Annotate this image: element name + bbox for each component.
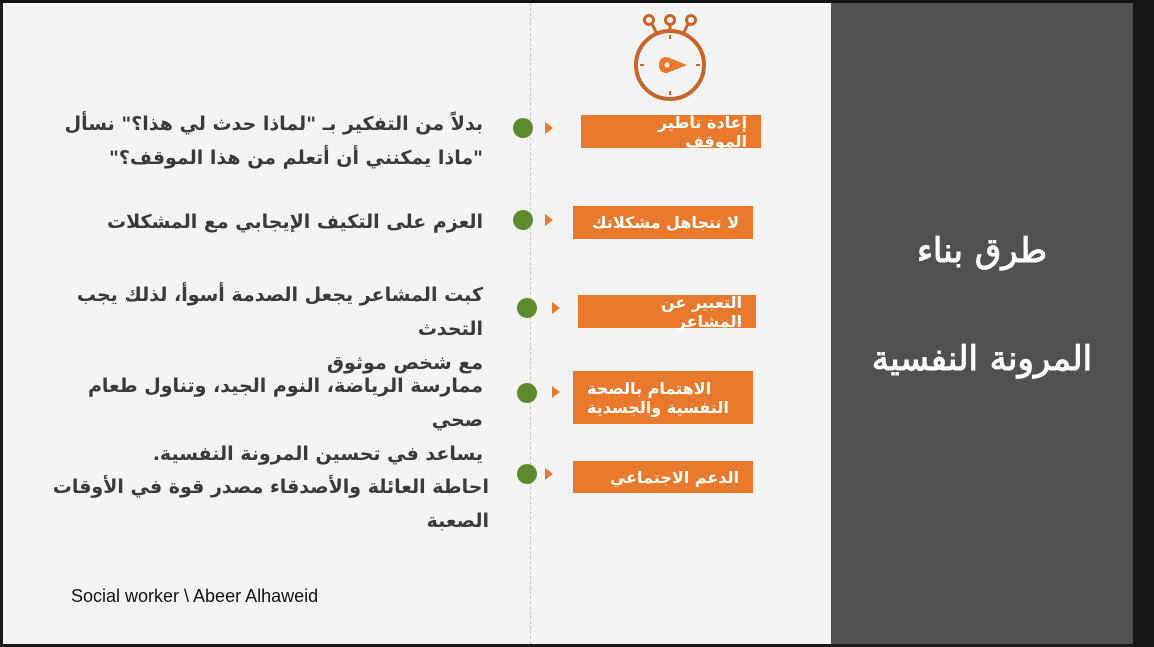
item-description-line: بدلاً من التفكير بـ "لماذا حدث لي هذا؟" نسأل — [64, 113, 483, 135]
label-text: الدعم الاجتماعي — [609, 467, 739, 487]
item-description-line: كبت المشاعر يجعل الصدمة أسوأ، لذلك يجب التحدث — [76, 284, 483, 340]
item-description-health — [43, 369, 483, 471]
slide-title-line-2: المرونة النفسية — [871, 339, 1093, 379]
label-health — [573, 371, 753, 424]
slide-title-line-1: طرق بناء — [916, 231, 1048, 271]
label-text-line: النفسية والجسدية — [587, 397, 729, 417]
label-reframe — [581, 112, 761, 151]
bullet-dot — [517, 383, 537, 403]
arrow-icon — [552, 302, 560, 314]
bullet-dot — [513, 210, 533, 230]
title-panel — [831, 3, 1133, 644]
item-description-line: احاطة العائلة والأصدقاء مصدر قوة في الأوقات الصعبة — [52, 476, 489, 532]
arrow-icon — [545, 468, 553, 480]
item-description-line: "ماذا يمكنني أن أتعلم من هذا الموقف؟" — [109, 147, 483, 169]
item-description-support — [23, 470, 489, 538]
slide — [3, 3, 1133, 644]
item-description-line: مع شخص موثوق — [327, 352, 483, 374]
window-edge — [1133, 0, 1154, 647]
item-description-line: العزم على التكيف الإيجابي مع المشكلات — [107, 211, 483, 233]
author-credit: Social worker \ Abeer Alhaweid — [71, 586, 319, 606]
label-text: لا تتجاهل مشكلاتك — [591, 213, 739, 232]
bullet-dot — [513, 118, 533, 138]
label-text: التعبير عن المشاعر — [661, 292, 742, 331]
label-support — [573, 461, 753, 493]
arrow-icon — [545, 214, 553, 226]
item-description-line: يساعد في تحسين المرونة النفسية. — [152, 443, 483, 465]
label-text: إعادة تأطير الموقف — [657, 112, 747, 151]
item-description-line: ممارسة الرياضة، النوم الجيد، وتناول طعام صحي — [87, 375, 483, 431]
item-description-feelings — [23, 278, 483, 380]
item-description-problems — [63, 205, 483, 239]
stopwatch-icon — [631, 13, 709, 105]
arrow-icon — [552, 386, 560, 398]
bullet-dot — [517, 464, 537, 484]
label-feelings — [578, 292, 756, 331]
label-text-line: الاهتمام بالصحة — [587, 378, 712, 398]
bullet-dot — [517, 298, 537, 318]
item-description-reframe — [63, 107, 483, 175]
arrow-icon — [545, 122, 553, 134]
label-problems — [573, 206, 753, 239]
center-divider — [530, 3, 531, 644]
